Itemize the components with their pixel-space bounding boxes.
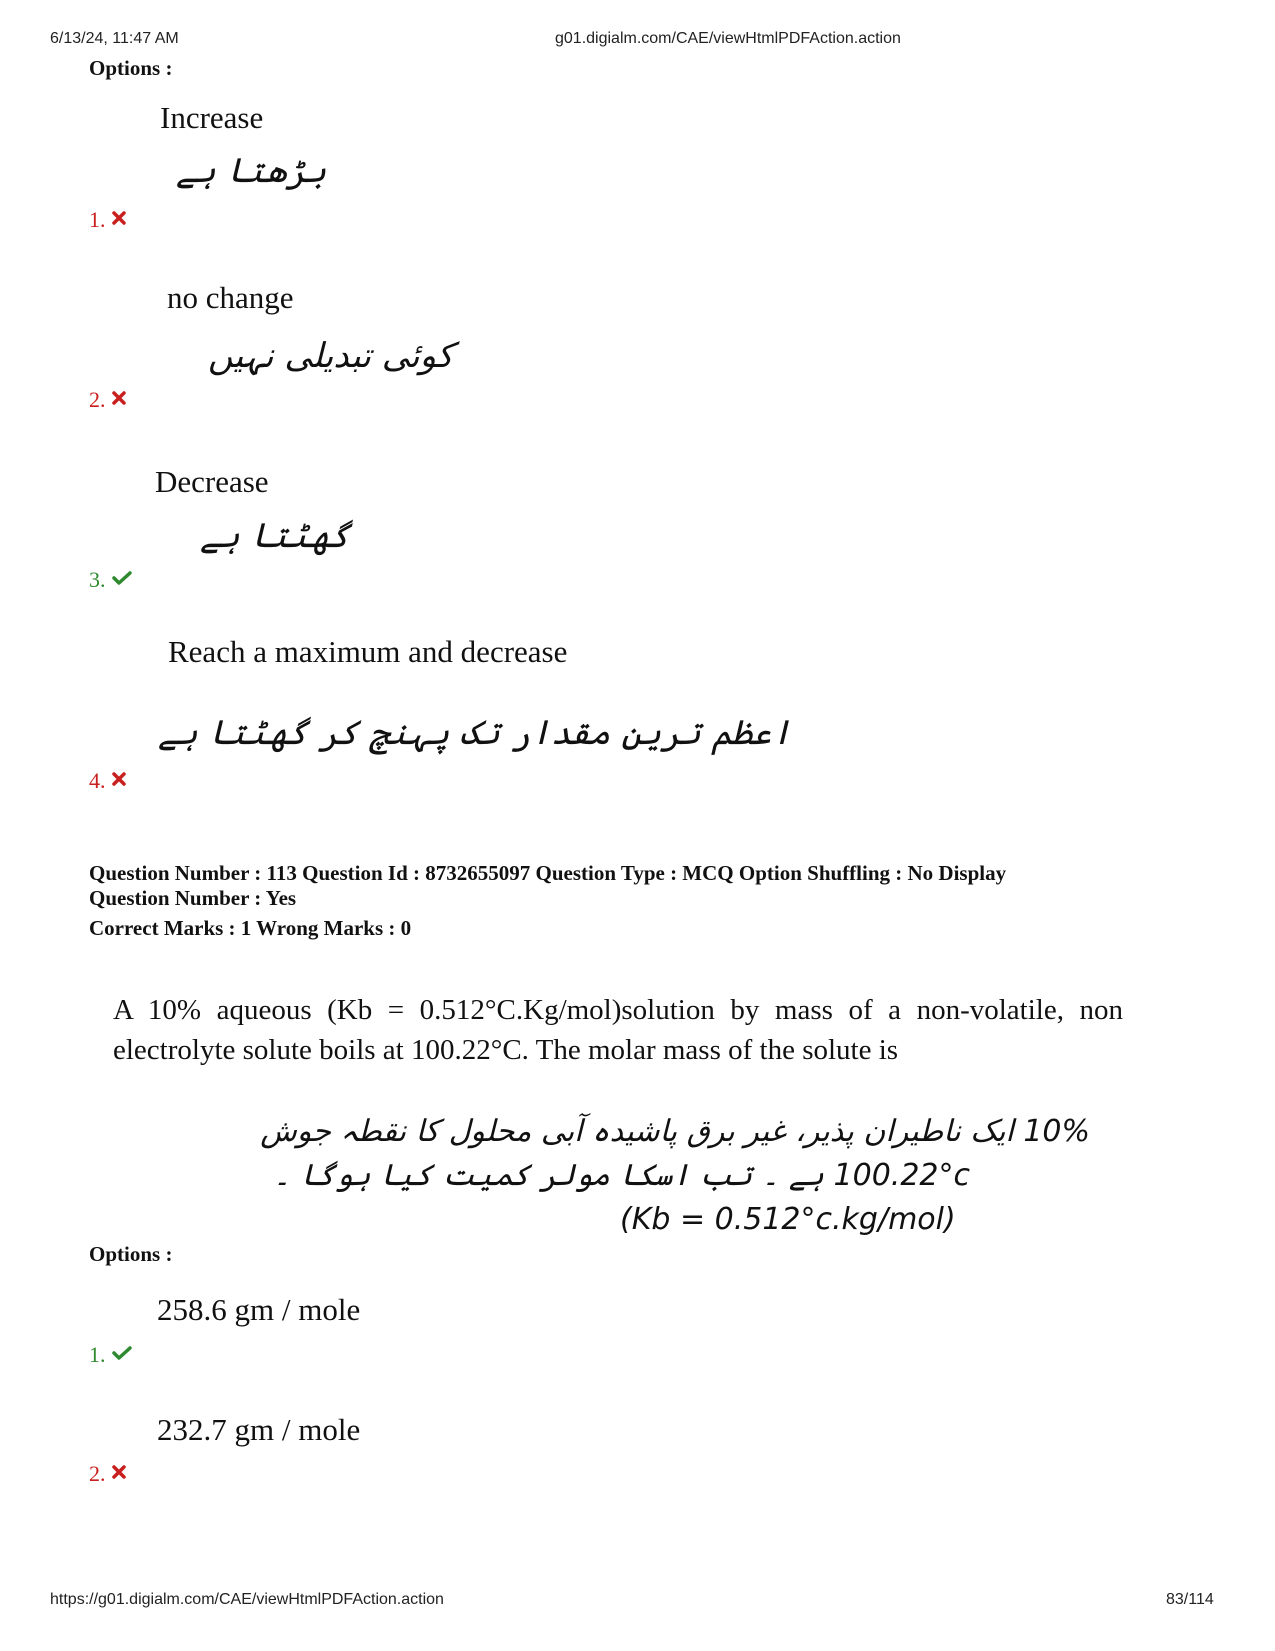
question-meta-line-2: Question Number : Yes [89, 886, 297, 910]
q113-option-1-text: 258.6 gm / mole [157, 1292, 361, 1327]
options-label: Options : [89, 56, 173, 80]
print-page-number: 83/114 [1166, 1591, 1214, 1608]
q113-option-1-marker [89, 1340, 132, 1368]
option-1-english: Increase [160, 100, 264, 135]
question-marks: Correct Marks : 1 Wrong Marks : 0 [89, 916, 412, 940]
option-1-urdu: بڑھتا ہے [176, 151, 327, 191]
option-4-marker [89, 766, 126, 794]
q113-option-2-marker [89, 1459, 126, 1487]
question-text-english: A 10% aqueous (Kb = 0.512°C.Kg/mol)solution by mass of a non-volatile, non electrolyte solute boils at 100.22°C. The molar mass of the solute is [113, 994, 1123, 1066]
urdu-line-2: 100.22°c ہے ۔ تب اسکا مولر کمیت کیا ہوگا ۔ [273, 1158, 970, 1193]
option-3-marker [89, 565, 132, 593]
check-icon [112, 565, 132, 591]
option-number: 1. [89, 207, 106, 232]
q113-option-2-text: 232.7 gm / mole [157, 1412, 361, 1447]
option-2-english: no change [167, 280, 294, 315]
urdu-line-1: 10% ایک ناطیران پذیر، غیر برق پاشیدہ آبی محلول کا نقطہ جوش [260, 1114, 1090, 1149]
option-2-marker [89, 385, 126, 413]
print-datetime: 6/13/24, 11:47 AM [50, 30, 179, 47]
options-label-q113: Options : [89, 1242, 173, 1266]
option-number: 2. [89, 1461, 106, 1486]
option-number: 3. [89, 567, 106, 592]
option-1-marker [89, 205, 126, 233]
option-3-english: Decrease [155, 464, 269, 499]
print-url-title: g01.digialm.com/CAE/viewHtmlPDFAction.action [555, 30, 901, 47]
urdu-line-3: (Kb = 0.512°c.kg/mol) [620, 1202, 956, 1237]
option-2-urdu: کوئی تبدیلی نہیں [208, 336, 454, 376]
question-meta-line-1: Question Number : 113 Question Id : 8732655097 Question Type : MCQ Option Shuffling : No Display [89, 861, 1007, 885]
option-number: 1. [89, 1342, 106, 1367]
option-number: 2. [89, 387, 106, 412]
cross-icon [112, 385, 126, 411]
check-icon [112, 1340, 132, 1366]
option-number: 4. [89, 768, 106, 793]
print-footer-url: https://g01.digialm.com/CAE/viewHtmlPDFAction.action [50, 1591, 444, 1608]
option-4-english: Reach a maximum and decrease [168, 634, 568, 669]
option-3-urdu: گھٹتا ہے [200, 516, 351, 556]
cross-icon [112, 766, 126, 792]
cross-icon [112, 1459, 126, 1485]
question-text-urdu [150, 1110, 1090, 1242]
option-4-urdu: اعظم ترین مقدار تک پہنچ کر گھٹتا ہے [158, 713, 792, 753]
cross-icon [112, 205, 126, 231]
